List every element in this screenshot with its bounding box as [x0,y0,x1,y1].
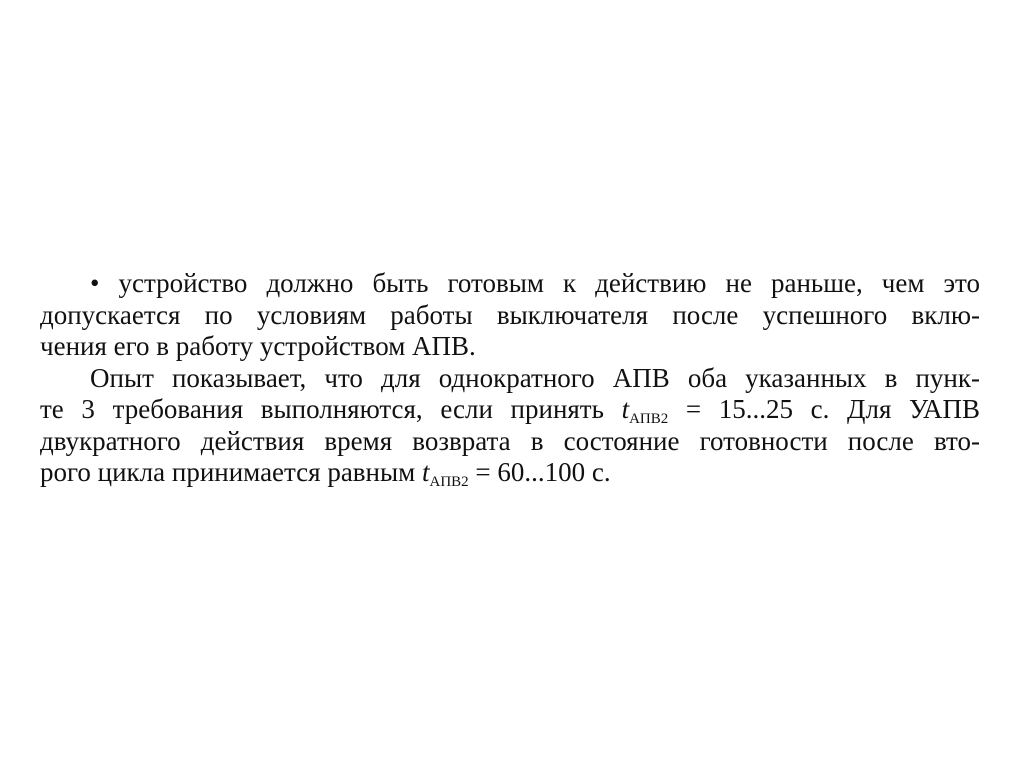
formula-variable: t [621,394,630,424]
formula-subscript: АПВ2 [429,474,469,490]
text-line-with-formula [40,457,980,489]
paragraph-experience [40,363,980,489]
formula-subscript: АПВ2 [629,411,669,427]
text-line: чения его в работу устройством АПВ. [40,331,476,361]
text-fragment: = 15...25 с. Для УАПВ [668,394,980,424]
text-line: допускается по условиям работы выключателя после успешного вклю- [40,299,980,330]
paragraph-requirement-bullet [40,268,980,363]
text-line-with-formula [40,394,980,426]
text-line: двукратного действия время возврата в состояние готовности после вто- [40,425,980,456]
text-line: Опыт показывает, что для однократного АПВ оба указанных в пунк- [90,362,980,393]
text-fragment: = 60...100 с. [468,457,611,487]
text-line: • устройство должно быть готовым к действию не раньше, чем это [90,268,980,298]
body-text [40,268,980,489]
formula-variable: t [421,457,430,487]
text-fragment: те 3 требования выполняются, если принять [40,394,622,424]
text-fragment: рого цикла принимается равным [40,457,422,487]
